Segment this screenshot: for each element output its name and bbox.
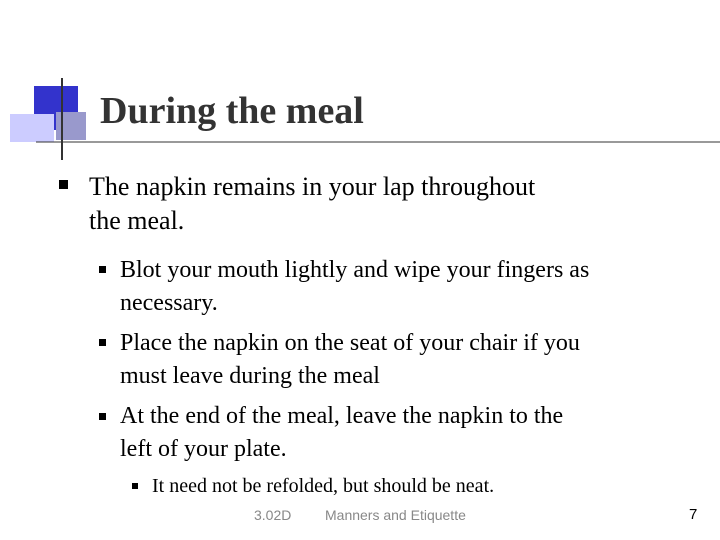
sub-bullet-marker bbox=[99, 413, 106, 420]
decoration-square-lilac bbox=[56, 112, 86, 140]
decoration-square-lavender bbox=[10, 114, 54, 142]
sub-bullet-text-continued: must leave during the meal bbox=[120, 363, 380, 389]
bullet-marker bbox=[59, 180, 68, 189]
sub-bullet-text: At the end of the meal, leave the napkin to the bbox=[120, 403, 564, 429]
sub-sub-bullet-marker bbox=[132, 483, 138, 489]
sub-bullet-marker bbox=[99, 339, 106, 346]
footer-code: 3.02D bbox=[254, 507, 292, 523]
sub-sub-bullet-text: It need not be refolded, but should be neat. bbox=[152, 475, 495, 497]
title-decoration bbox=[0, 0, 720, 170]
page-number: 7 bbox=[689, 506, 698, 523]
bullet-text-continued: the meal. bbox=[89, 206, 185, 235]
footer-course: Manners and Etiquette bbox=[325, 507, 466, 523]
sub-bullet-text: Blot your mouth lightly and wipe your fingers as bbox=[120, 257, 590, 283]
sub-bullet-marker bbox=[99, 266, 106, 273]
bullet-text: The napkin remains in your lap throughout bbox=[89, 172, 536, 201]
sub-bullet-text-continued: left of your plate. bbox=[120, 436, 287, 462]
sub-bullet-text: Place the napkin on the seat of your chair if you bbox=[120, 330, 580, 356]
slide-title: During the meal bbox=[100, 90, 364, 132]
sub-bullet-text-continued: necessary. bbox=[120, 290, 218, 316]
